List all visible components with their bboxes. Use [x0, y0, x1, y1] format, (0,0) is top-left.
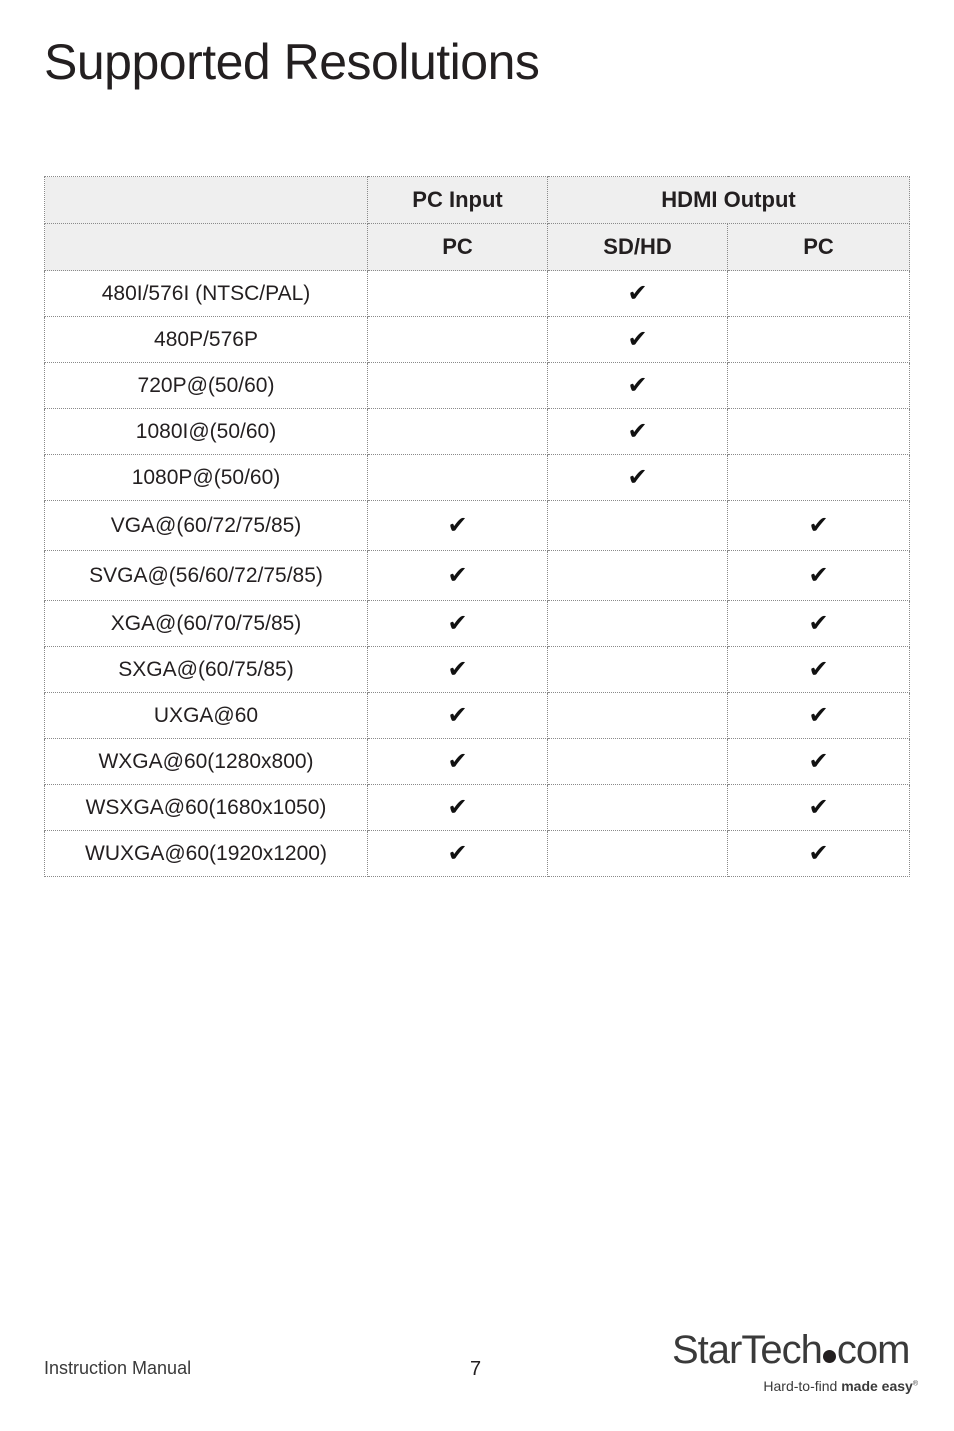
cell-pc-output: [728, 501, 910, 551]
cell-pc-input: [368, 647, 548, 693]
footer-document-title: Instruction Manual: [44, 1358, 192, 1378]
table-row: [45, 693, 910, 739]
checkmark-icon: ✔: [808, 654, 829, 683]
resolution-cell: 480I/576I (NTSC/PAL): [45, 271, 368, 317]
checkmark-icon: ✔: [808, 700, 829, 729]
startech-logo: [672, 1328, 918, 1398]
header-pc-input: PC Input: [368, 177, 548, 224]
table-row: [45, 785, 910, 831]
cell-sd-hd: [548, 363, 728, 409]
cell-pc-output: [728, 601, 910, 647]
resolution-cell: 1080I@(50/60): [45, 409, 368, 455]
resolution-cell: 480P/576P: [45, 317, 368, 363]
table-row: [45, 271, 910, 317]
cell-pc-output: [728, 785, 910, 831]
cell-pc-input: [368, 551, 548, 601]
table-row: [45, 363, 910, 409]
table-body: [45, 271, 910, 877]
resolution-cell: SXGA@(60/75/85): [45, 647, 368, 693]
sub-header-row: [45, 224, 910, 271]
checkmark-icon: ✔: [627, 324, 648, 353]
cell-sd-hd: [548, 647, 728, 693]
cell-sd-hd: [548, 501, 728, 551]
table-row: [45, 501, 910, 551]
logo-brand-suffix: com: [836, 1328, 910, 1372]
cell-pc-input: [368, 601, 548, 647]
tagline-regular: Hard-to-find: [763, 1378, 842, 1394]
cell-sd-hd: [548, 601, 728, 647]
cell-pc-input: [368, 409, 548, 455]
group-header-row: [45, 177, 910, 224]
cell-pc-output: [728, 363, 910, 409]
logo-dot-icon: [823, 1350, 836, 1363]
header-empty-cell: [45, 177, 368, 224]
logo-brand-main: StarTech: [672, 1328, 822, 1372]
subheader-sd-hd: SD/HD: [548, 224, 728, 271]
cell-pc-output: [728, 271, 910, 317]
logo-wordmark: [672, 1328, 909, 1372]
checkmark-icon: ✔: [808, 838, 829, 867]
cell-pc-input: [368, 831, 548, 877]
checkmark-icon: ✔: [447, 510, 468, 539]
table-row: [45, 317, 910, 363]
table-row: [45, 455, 910, 501]
table-row: [45, 551, 910, 601]
checkmark-icon: ✔: [627, 416, 648, 445]
cell-pc-input: [368, 785, 548, 831]
page-number: 7: [470, 1358, 482, 1380]
resolution-cell: 720P@(50/60): [45, 363, 368, 409]
resolution-cell: VGA@(60/72/75/85): [45, 501, 368, 551]
cell-sd-hd: [548, 551, 728, 601]
checkmark-icon: ✔: [627, 278, 648, 307]
cell-pc-input: [368, 455, 548, 501]
cell-pc-input: [368, 363, 548, 409]
table-row: [45, 739, 910, 785]
cell-pc-input: [368, 693, 548, 739]
resolution-cell: WUXGA@60(1920x1200): [45, 831, 368, 877]
cell-sd-hd: [548, 455, 728, 501]
cell-sd-hd: [548, 693, 728, 739]
cell-pc-output: [728, 455, 910, 501]
checkmark-icon: ✔: [627, 462, 648, 491]
cell-pc-output: [728, 739, 910, 785]
registered-mark: ®: [912, 1380, 918, 1388]
checkmark-icon: ✔: [808, 792, 829, 821]
resolution-cell: UXGA@60: [45, 693, 368, 739]
tagline-bold: made easy: [841, 1378, 913, 1394]
cell-sd-hd: [548, 831, 728, 877]
cell-pc-output: [728, 317, 910, 363]
cell-pc-output: [728, 647, 910, 693]
cell-pc-output: [728, 551, 910, 601]
checkmark-icon: ✔: [447, 838, 468, 867]
checkmark-icon: ✔: [627, 370, 648, 399]
cell-sd-hd: [548, 409, 728, 455]
table-row: [45, 409, 910, 455]
resolution-cell: 1080P@(50/60): [45, 455, 368, 501]
cell-sd-hd: [548, 271, 728, 317]
cell-sd-hd: [548, 785, 728, 831]
checkmark-icon: ✔: [808, 560, 829, 589]
subheader-pc-input-pc: PC: [368, 224, 548, 271]
cell-pc-input: [368, 317, 548, 363]
checkmark-icon: ✔: [447, 654, 468, 683]
checkmark-icon: ✔: [447, 792, 468, 821]
table-row: [45, 601, 910, 647]
cell-pc-output: [728, 831, 910, 877]
checkmark-icon: ✔: [447, 608, 468, 637]
table-row: [45, 647, 910, 693]
table-row: [45, 831, 910, 877]
cell-sd-hd: [548, 739, 728, 785]
header-empty-cell: [45, 224, 368, 271]
subheader-hdmi-output-pc: PC: [728, 224, 910, 271]
cell-pc-output: [728, 693, 910, 739]
logo-tagline: [763, 1378, 918, 1394]
cell-pc-input: [368, 501, 548, 551]
checkmark-icon: ✔: [808, 746, 829, 775]
cell-pc-input: [368, 271, 548, 317]
cell-sd-hd: [548, 317, 728, 363]
checkmark-icon: ✔: [808, 608, 829, 637]
header-hdmi-output: HDMI Output: [548, 177, 910, 224]
resolution-cell: XGA@(60/70/75/85): [45, 601, 368, 647]
supported-resolutions-table: [44, 176, 910, 877]
cell-pc-input: [368, 739, 548, 785]
resolution-cell: WXGA@60(1280x800): [45, 739, 368, 785]
checkmark-icon: ✔: [447, 700, 468, 729]
page-title: Supported Resolutions: [44, 34, 540, 90]
checkmark-icon: ✔: [447, 746, 468, 775]
checkmark-icon: ✔: [447, 560, 468, 589]
cell-pc-output: [728, 409, 910, 455]
resolution-cell: SVGA@(56/60/72/75/85): [45, 551, 368, 601]
checkmark-icon: ✔: [808, 510, 829, 539]
resolution-cell: WSXGA@60(1680x1050): [45, 785, 368, 831]
